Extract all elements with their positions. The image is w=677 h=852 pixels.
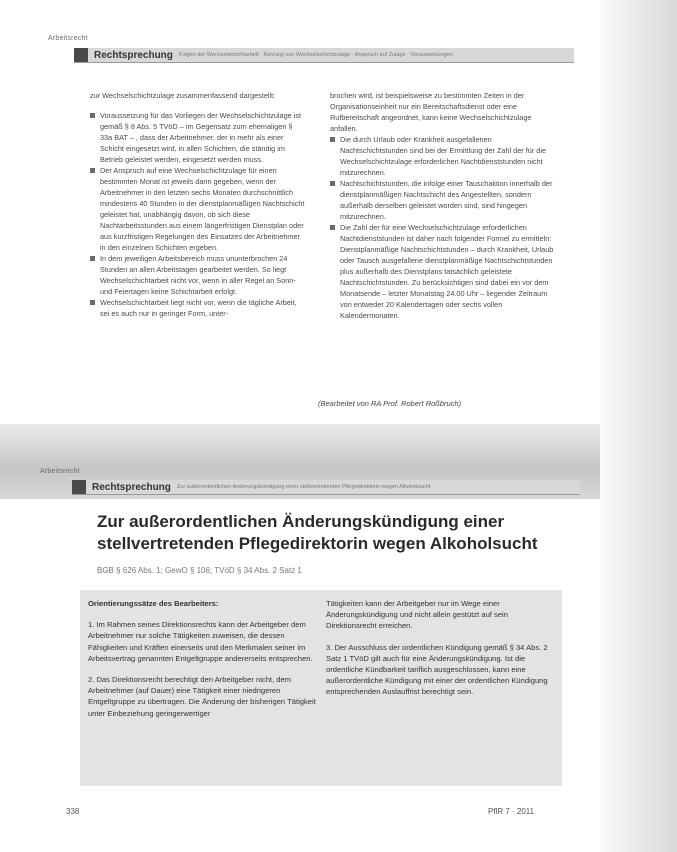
section-label-bottom: Arbeitsrecht <box>40 468 80 475</box>
guideline-item: 2. Das Direktionsrecht berechtigt den Arbeitgeber nicht, dem Arbeitnehmer (auf Dauer) eine Tätigkeit einer niedrigeren Entgeltgruppe zu übertragen. Die Änderung der bisherigen Tätigkeit unter Einbeziehung geringerwertiger <box>88 675 316 718</box>
square-marker-icon <box>74 48 88 62</box>
guideline-item: 1. Im Rahmen seines Direktionsrechts kann der Arbeitgeber dem Arbeitnehmer nur solche Tätigkeiten zuweisen, die dessen Fähigkeiten und Kräften einerseits und den Merkmalen seiner im Arbeitsvertrag genannten Entgeltgruppe andererseits entsprechen. <box>88 620 313 663</box>
header-bar-bottom <box>72 480 580 495</box>
square-marker-icon <box>72 480 86 494</box>
guidelines-box-right <box>318 590 562 786</box>
journal-issue: PflR 7 · 2011 <box>488 807 535 816</box>
paragraph: zur Wechselschichtzulage zusammenfassend dargestellt: <box>90 91 276 100</box>
header-title-top: Rechtsprechung <box>94 49 173 61</box>
bullet-item: In dem jeweiligen Arbeitsbereich muss ununterbrochen 24 Stunden an allen Arbeitstagen gearbeitet werden. So liegt Wechselschichtarbeit nicht vor, wenn in aller Regel an Sonn- und Feiertagen keine Schichtarbeit erfolgt. <box>90 253 305 297</box>
header-subtitle-bottom: Zur außerordentlichen Änderungskündigung einer stellvertretenden Pflegedirektorin wegen Alkoholsucht <box>176 484 431 490</box>
section-label-top: Arbeitsrecht <box>48 35 88 42</box>
paragraph: brochen wird, ist beispielsweise zu bestimmten Zeiten in der Organisationseinheit nur ein Bereitschaftsdienst oder eine Rufbereitschaft angeordnet, kann keine Wechselschichtzulage anfallen. <box>330 91 532 133</box>
bullet-item: Wechselschichtarbeit liegt nicht vor, wenn die tägliche Arbeit, sei es auch nur in geringer Form, unter- <box>90 297 305 319</box>
article-title: Zur außerordentlichen Änderungskündigung einer stellvertretenden Pflegedirektorin wegen Alkoholsucht <box>97 512 538 553</box>
top-left-column <box>90 90 305 319</box>
bullet-item: Die durch Urlaub oder Krankheit ausgefallenen Nachtschichtstunden sind bei der Ermittlung der Zahl der für die Wechselschichtzulage erforderlichen Nachtdienststunden nicht mitzurechnen. <box>330 134 556 178</box>
top-right-column <box>330 90 556 321</box>
law-reference: BGB § 626 Abs. 1; GewO § 106; TVöD § 34 Abs. 2 Satz 1 <box>97 566 302 575</box>
bullet-item: Der Anspruch auf eine Wechselschichtzulage für einen bestimmten Monat ist jeweils dann gegeben, wenn der Arbeitnehmer in den letzten sechs Monaten durchschnittlich mindestens 40 Stunden in der dienstplanmäßigen Nachtschicht geleistet hat, unabhängig davon, ob sich diese Nachtarbeitsstunden aus einem längerfristigen Dienstplan oder aus kurzfristigen Regelungen des Einsatzes der Arbeitnehmer in den einzelnen Schichten ergeben. <box>90 165 305 253</box>
header-bar-top <box>74 48 574 63</box>
bullet-item: Die Zahl der für eine Wechselschichtzulage erforderlichen Nachtdienststunden ist daher nach folgender Formel zu ermitteln: Dienstplanmäßige Nachtschichtstunden – durch Krankheit, Urlaub oder Tausch ausgefallene dienstplanmäßige Nachtschichtstunden plus außerhalb des Dienstplans tatsächlich geleistete Nachtschichtstunden. Zu berücksichtigen sind dabei ein vor dem Monatsende – letzter Monatstag 24.00 Uhr – liegender Zeitraum von entweder 20 Kalendertagen oder sechs vollen Kalendermonaten. <box>330 222 556 321</box>
author-signature: (Bearbeitet von RA Prof. Robert Roßbruch) <box>318 399 462 408</box>
box-heading: Orientierungssätze des Bearbeiters: <box>88 599 219 608</box>
header-title-bottom: Rechtsprechung <box>92 481 171 493</box>
page-number: 338 <box>66 807 80 816</box>
bullet-item: Voraussetzung für das Vorliegen der Wechselschichtzulage ist gemäß § 8 Abs. 5 TVöD – im Gegensatz zum ehemaligen § 33a BAT – , dass der Arbeitnehmer, der in mehr als einer Schicht eingesetzt wird, in allen Schichten, die ständig im Betrieb geleistet werden, eingesetzt werden muss. <box>90 110 305 165</box>
bullet-item: Nachtschichtstunden, die infolge einer Tauschaktion innerhalb der dienstplanmäßigen Nachtschicht des Angestellten, sondern außerhalb derselben geleistet worden sind, sind hingegen mitzurechnen. <box>330 178 556 222</box>
page-edge-shadow <box>600 0 677 852</box>
guideline-item: 3. Der Ausschluss der ordentlichen Kündigung gemäß § 34 Abs. 2 Satz 1 TVöD gilt auch für eine Änderungskündigung. Ist die ordentliche Kündbarkeit tariflich ausgeschlossen, kann eine außerordentliche Kündigung mit einer der ordentlichen Kündigung entsprechenden Auslauffrist berechtigt sein. <box>326 642 548 697</box>
guidelines-box-left <box>80 590 324 786</box>
header-subtitle-top: Folgen der Wechselschichtarbeit · Kürzung von Wechselschichtzulage · Anspruch auf Zulage · Voraussetzungen <box>178 52 453 58</box>
guideline-item: Tätigkeiten kann der Arbeitgeber nur im Wege einer Änderungskündigung und nicht allein gestützt auf sein Direktionsrecht erreichen. <box>326 599 508 631</box>
